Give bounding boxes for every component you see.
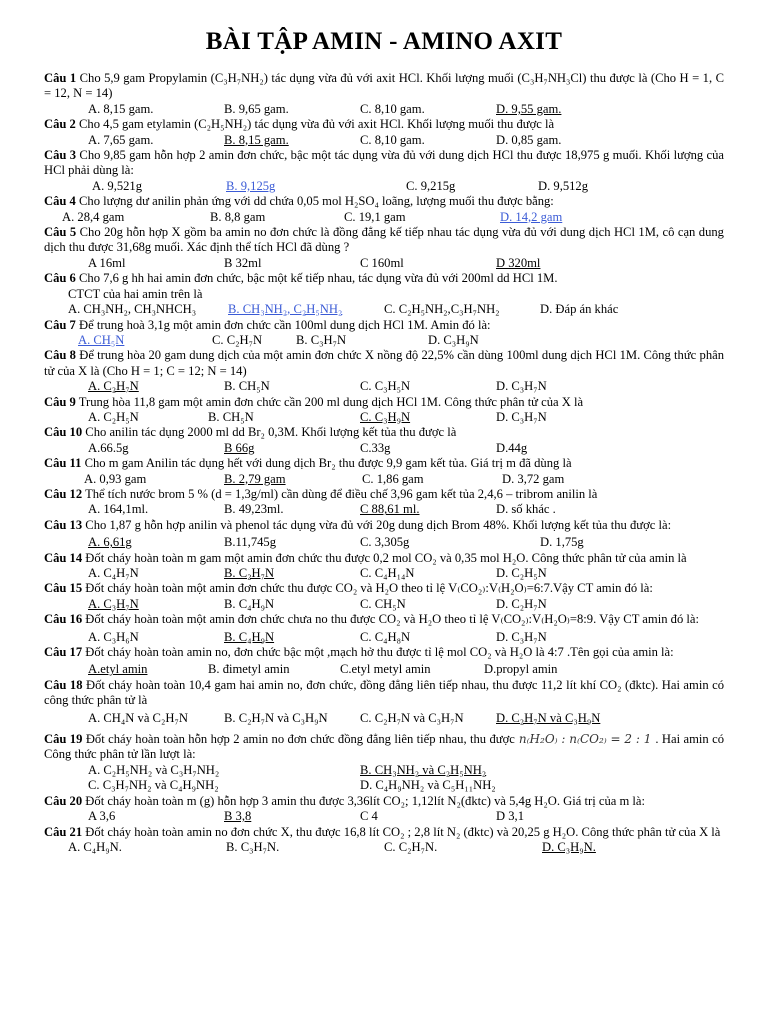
- option-a-answer: A.etyl amin: [88, 662, 148, 677]
- option-d: D.44g: [496, 440, 528, 455]
- question-text: Cho 5,9 gam Propylamin (C₃H₇NH₂) tác dụng vừa đủ với axit HCl. Khối lượng muối (C₃H₇NH₃Cl) thu được là (Cho H = 1, C = 12, N = 14): [44, 71, 724, 101]
- question-16: [44, 612, 724, 645]
- option-d-answer: D. C₃H₉N.: [542, 839, 596, 854]
- option-a: A 16ml: [88, 255, 126, 270]
- question-number: Câu 2: [44, 117, 76, 132]
- question-21: [44, 825, 724, 856]
- question-5: [44, 225, 724, 271]
- question-17: [44, 645, 724, 678]
- option-a: A. CH₄N và C₂H₇N: [88, 710, 188, 725]
- option-c: C. 8,10 gam.: [360, 132, 425, 147]
- option-b-answer: B. 2,79 gam: [224, 471, 286, 486]
- option-c: C. C₄H₁₄N: [360, 566, 415, 580]
- option-a: A. 8,15 gam.: [88, 101, 154, 116]
- option-c: C. 9,215g: [406, 178, 456, 193]
- option-d: D 3,1: [496, 809, 524, 824]
- question-7: [44, 318, 724, 349]
- option-c: C. C₄H₈N: [360, 629, 411, 644]
- option-d: D. Đáp án khác: [540, 302, 619, 317]
- option-d: D. 0,85 gam.: [496, 132, 562, 147]
- question-4: [44, 194, 724, 225]
- option-c-answer: C 88,61 ml.: [360, 502, 420, 517]
- question-number: Câu 21: [44, 824, 83, 839]
- ratio-formula: n₍H₂O₎ : n₍CO₂₎ = 2 : 1: [518, 732, 652, 747]
- option-a-answer: A. CH₅N: [78, 332, 125, 347]
- option-a-answer: A. C₃H₇N: [88, 596, 139, 611]
- question-text: Cho m gam Anilin tác dụng hết với dung dịch Br₂ thu được 9,9 gam kết tủa. Giá trị m đã dùng là: [84, 456, 572, 471]
- question-text: Đốt cháy hoàn toàn amin no đơn chức X, thu được 16,8 lít CO₂ ; 2,8 lít N₂ (đktc) và 20,25 g H₂O. Công thức phân tử của X là: [85, 824, 721, 839]
- option-a-answer: A. 6,61g: [88, 535, 132, 550]
- question-18: [44, 678, 724, 726]
- option-d: D.propyl amin: [484, 662, 558, 677]
- option-a: A. C₄H₉N.: [68, 839, 122, 854]
- option-a: A 3,6: [88, 809, 116, 824]
- option-c: C. 19,1 gam: [344, 209, 406, 224]
- question-number: Câu 5: [44, 225, 77, 240]
- question-text: Đốt cháy hoàn toàn m gam một amin đơn chức thu được 0,2 mol CO₂ và 0,35 mol H₂O. Công thức phân tử của amin là: [85, 550, 687, 565]
- question-text: Đốt cháy hoàn toàn 10,4 gam hai amin no, đơn chức, đồng đẳng liên tiếp nhau, thu được 11,2 lít khí CO₂ (đktc). Hai amin có công thức phân tử là: [44, 677, 724, 708]
- option-b: B.11,745g: [224, 535, 277, 550]
- option-d: D. C₃H₇N: [496, 629, 547, 644]
- question-20: [44, 794, 724, 825]
- question-text: Cho 20g hỗn hợp X gồm ba amin no đơn chức là đồng đẳng kế tiếp nhau tác dụng vừa đủ với dung dịch HCl 1M, cô cạn dung dịch thu được 31,68g muối. Xác định thể tích HCl đã dùng ?: [44, 225, 724, 255]
- option-d-answer: D. 14,2 gam: [500, 209, 563, 224]
- option-d: D. 3,72 gam: [502, 471, 565, 486]
- question-text: Để trung hòa 20 gam dung dịch của một amin đơn chức X nồng độ 22,5% cần dùng 100ml dung dịch HCl 1M. Công thức phân tử của X là (Cho H = 1; C = 12; N = 14): [44, 348, 724, 378]
- option-b: B. 49,23ml.: [224, 502, 284, 517]
- question-text: Đốt cháy hoàn toàn một amin đơn chức chưa no thu được CO₂ và H₂O theo tỉ lệ V₍CO₂₎:V₍H₂O₎=8:9. Vậy CT amin đó là:: [85, 612, 699, 627]
- option-b-answer: B 3,8: [224, 809, 252, 824]
- option-d: D. C₃H₇N: [496, 409, 547, 424]
- exercise-list: [44, 71, 724, 855]
- question-number: Câu 8: [44, 348, 76, 363]
- option-c: C. C₂H₅NH₂,C₃H₇NH₂: [384, 302, 500, 317]
- option-b-answer: B 66g: [224, 440, 255, 455]
- question-text: Cho 9,85 gam hỗn hợp 2 amin đơn chức, bậc một tác dụng vừa đủ với dung dịch HCl thu được 18,975 g muối. Khối lượng của HCl phải dùng là:: [44, 148, 724, 178]
- question-2: [44, 117, 724, 148]
- question-text: Trung hòa 11,8 gam một amin đơn chức cần 200 ml dung dịch HCl 1M. Công thức phân tử của X là: [78, 394, 584, 409]
- option-a: A. 9,521g: [92, 178, 143, 193]
- question-text: Thể tích nước brom 5 % (d = 1,3g/ml) cần dùng để điều chế 3,96 gam kết tủa 2,4,6 – tribrom anilin là: [85, 486, 598, 501]
- question-number: Câu 4: [44, 194, 76, 209]
- option-c: C.33g: [360, 440, 391, 455]
- option-b-answer: B. 9,125g: [226, 178, 276, 193]
- question-8: [44, 348, 724, 394]
- option-d-answer: D. C₂H₇N và C₃H₉N: [496, 710, 601, 725]
- option-c: C 160ml: [360, 255, 404, 270]
- question-number: Câu 14: [44, 550, 83, 565]
- option-d-answer: D 320ml: [496, 255, 541, 270]
- option-b: B. 8,8 gam: [210, 209, 266, 224]
- question-number: Câu 19: [44, 732, 83, 747]
- option-c: C. 1,86 gam: [362, 471, 424, 486]
- question-3: [44, 148, 724, 194]
- question-6: [44, 271, 724, 317]
- option-a: A. CH₃NH₂, CH₃NHCH₃: [68, 302, 197, 317]
- question-text-continued: CTCT của hai amin trên là: [68, 286, 203, 301]
- question-number: Câu 11: [44, 456, 82, 471]
- option-a: A. 7,65 gam.: [88, 132, 154, 147]
- option-a: A. 0,93 gam: [84, 471, 147, 486]
- question-text: Để trung hoà 3,1g một amin đơn chức cần 100ml dung dịch HCl 1M. Amin đó là:: [79, 317, 491, 332]
- question-number: Câu 9: [44, 394, 76, 409]
- option-d: D. C₂H₅N: [496, 566, 547, 580]
- option-d: D. C₃H₇N: [496, 379, 547, 394]
- question-1: [44, 71, 724, 117]
- option-b-answer: B. CH₃NH₂ và C₂H₅NH₂: [360, 762, 487, 777]
- option-b-answer: B. CH₃NH₂, C₂H₅NH₂: [228, 302, 343, 317]
- option-b: B. đimetyl amin: [208, 662, 290, 677]
- question-text: Cho anilin tác dụng 2000 ml dd Br₂ 0,3M. Khối lượng kết tủa thu được là: [85, 425, 457, 440]
- option-a: A. 164,1ml.: [88, 502, 149, 517]
- question-text-continued: . Hai amin có Công thức phân tử lần lượt là:: [44, 732, 724, 762]
- question-number: Câu 12: [44, 486, 83, 501]
- question-text: Cho lượng dư anilin phản ứng với dd chứa 0,05 mol H₂SO₄ loãng, lượng muối thu được bằng:: [79, 194, 554, 209]
- question-9: [44, 395, 724, 426]
- option-d-answer: D. 9,55 gam.: [496, 101, 562, 116]
- option-b-answer: B. C₂H₇N: [224, 566, 275, 580]
- option-d: D. 1,75g: [540, 535, 584, 550]
- option-b: B. C₃H₇N: [296, 332, 347, 347]
- option-c: C. 8,10 gam.: [360, 101, 425, 116]
- option-c: C. CH₅N: [360, 596, 406, 611]
- option-d: D. 9,512g: [538, 178, 589, 193]
- question-15: [44, 581, 724, 612]
- question-number: Câu 1: [44, 71, 77, 85]
- question-number: Câu 18: [44, 677, 83, 692]
- option-d: D. số khác .: [496, 502, 556, 517]
- option-b: B. C₂H₇N và C₃H₉N: [224, 710, 328, 725]
- question-13: [44, 518, 724, 551]
- option-c: C. C₃H₅N: [360, 379, 411, 394]
- option-c: C.etyl metyl amin: [340, 662, 431, 677]
- option-c: C. C₂H₇N: [212, 332, 263, 347]
- option-c: C. C₃H₇NH₂ và C₄H₉NH₂: [88, 778, 219, 793]
- option-b: B. CH₅N: [208, 409, 254, 424]
- option-c: C 4: [360, 809, 378, 824]
- question-12: [44, 487, 724, 518]
- question-number: Câu 7: [44, 317, 76, 332]
- option-a: A. 28,4 gam: [62, 209, 125, 224]
- question-text: Đốt cháy hoàn toàn hỗn hợp 2 amin no đơn chức đồng đẳng liên tiếp nhau, thu được: [85, 732, 515, 747]
- option-b-answer: B. C₄H₉N: [224, 629, 275, 644]
- question-number: Câu 20: [44, 793, 83, 808]
- option-c: C. 3,305g: [360, 535, 410, 550]
- question-14: [44, 551, 724, 582]
- page-title: BÀI TẬP AMIN - AMINO AXIT: [205, 28, 563, 55]
- option-a: A. C₂H₅NH₂ và C₃H₇NH₂: [88, 762, 220, 777]
- question-text: Cho 1,87 g hỗn hợp anilin và phenol tác dụng vừa đủ với 20g dung dịch Brom 48%. Khối lượng kết tủa thu được là:: [85, 517, 672, 532]
- option-b: B. C₃H₇N.: [226, 839, 280, 854]
- question-text: Đốt cháy hoàn toàn amin no, đơn chức bậc một ,mạch hở thu được tỉ lệ mol CO₂ và H₂O là 4:7 .Tên gọi của amin là:: [85, 645, 674, 660]
- question-number: Câu 6: [44, 271, 76, 286]
- option-a: A. C₃H₆N: [88, 629, 139, 644]
- option-b-answer: B. 8,15 gam.: [224, 132, 289, 147]
- option-c: C. C₂H₇N và C₃H₇N: [360, 710, 464, 725]
- question-number: Câu 17: [44, 645, 83, 660]
- option-d: D. C₂H₇N: [496, 596, 547, 611]
- question-text: Cho 7,6 g hh hai amin đơn chức, bậc một kế tiếp nhau, tác dụng vừa đủ với 200ml dd HCl 1M.: [79, 271, 558, 286]
- option-b: B 32ml: [224, 255, 262, 270]
- option-b: B. 9,65 gam.: [224, 101, 289, 116]
- option-d: D. C₄H₉NH₂ và C₅H₁₁NH₂: [360, 778, 496, 793]
- option-d: D. C₃H₉N: [428, 332, 479, 347]
- question-number: Câu 10: [44, 425, 83, 440]
- question-19: [44, 732, 724, 794]
- question-number: Câu 16: [44, 612, 83, 627]
- question-text: Đốt cháy hoàn toàn m (g) hỗn hợp 3 amin thu được 3,36lít CO₂; 1,12lít N₂(đktc) và 5,4g H₂O. Giá trị của m là:: [85, 793, 646, 808]
- question-11: [44, 456, 724, 487]
- question-number: Câu 15: [44, 581, 83, 596]
- option-a: A. C₂H₅N: [88, 409, 139, 424]
- question-text: Cho 4,5 gam etylamin (C₂H₅NH₂) tác dụng vừa đủ với axit HCl. Khối lượng muối thu được là: [79, 117, 555, 132]
- option-a: A.66.5g: [88, 440, 129, 455]
- option-a-answer: A. C₂H₇N: [88, 379, 139, 394]
- option-b: B. CH₅N: [224, 379, 270, 394]
- option-b: B. C₄H₉N: [224, 596, 275, 611]
- question-text: Đốt cháy hoàn toàn một amin đơn chức thu được CO₂ và H₂O theo tỉ lệ V₍CO₂₎:V₍H₂O₎=6:7.Vậy CT amin đó là:: [85, 581, 653, 596]
- option-c-answer: C. C₃H₉N: [360, 409, 411, 424]
- option-c: C. C₂H₇N.: [384, 839, 438, 854]
- option-a: A. C₄H₇N: [88, 566, 139, 580]
- question-number: Câu 3: [44, 148, 77, 163]
- question-10: [44, 425, 724, 456]
- question-number: Câu 13: [44, 517, 83, 532]
